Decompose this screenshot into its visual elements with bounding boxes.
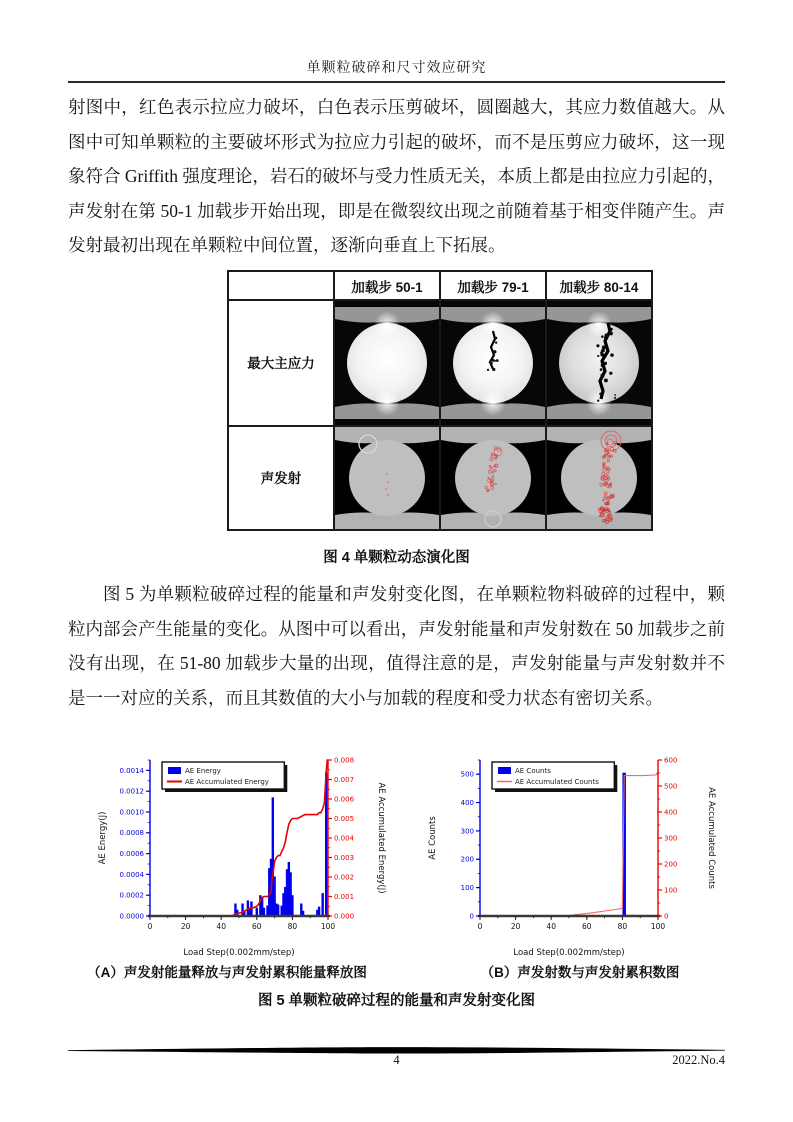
ae-image-svg-1 <box>335 427 439 529</box>
ae-image-step50 <box>334 426 440 530</box>
figure4-col-header-3: 加载步 80-14 <box>546 271 652 300</box>
ae-counts-chart <box>424 752 716 962</box>
figure4-row-label-stress: 最大主应力 <box>228 300 334 426</box>
figure4-table <box>227 270 653 531</box>
footer-issue-label: 2022.No.4 <box>672 1053 725 1067</box>
svg-text:600: 600 <box>664 756 678 765</box>
svg-text:AE Accumulated Counts: AE Accumulated Counts <box>706 787 716 889</box>
svg-text:0.0004: 0.0004 <box>119 870 144 879</box>
svg-text:AE Accumulated Energy: AE Accumulated Energy <box>185 778 269 786</box>
svg-text:300: 300 <box>460 827 474 836</box>
svg-text:0.008: 0.008 <box>334 756 355 765</box>
svg-text:0.001: 0.001 <box>334 892 355 901</box>
svg-text:60: 60 <box>252 922 262 931</box>
svg-text:0.003: 0.003 <box>334 853 355 862</box>
figure4-header-row <box>228 271 652 300</box>
svg-text:0: 0 <box>477 922 483 931</box>
svg-text:0.0002: 0.0002 <box>119 891 144 900</box>
figure4-ae-row <box>228 426 652 530</box>
svg-text:AE Accumulated Energy(J): AE Accumulated Energy(J) <box>376 782 386 894</box>
svg-text:AE Counts: AE Counts <box>515 767 551 775</box>
svg-text:80: 80 <box>287 922 298 931</box>
ae-energy-chart <box>94 752 386 962</box>
footer-page-number: 4 <box>393 1053 400 1067</box>
svg-text:Load Step(0.002mm/step): Load Step(0.002mm/step) <box>513 948 625 958</box>
svg-text:0.0000: 0.0000 <box>119 912 144 921</box>
svg-text:20: 20 <box>180 922 191 931</box>
figure4-corner-cell <box>228 271 334 300</box>
svg-text:0.0010: 0.0010 <box>119 808 144 817</box>
svg-text:40: 40 <box>546 922 556 931</box>
svg-text:80: 80 <box>617 922 628 931</box>
svg-text:AE Counts: AE Counts <box>428 816 438 860</box>
svg-text:AE Accumulated Counts: AE Accumulated Counts <box>515 778 599 786</box>
header-rule <box>68 81 725 83</box>
svg-text:0.005: 0.005 <box>334 814 355 823</box>
svg-text:0.004: 0.004 <box>334 834 355 843</box>
figure5-caption-b: （B）声发射数与声发射累积数图 <box>480 965 680 980</box>
svg-text:0.000: 0.000 <box>334 912 355 921</box>
paragraph-1: 射图中，红色表示拉应力破坏，白色表示压剪破坏，圆圈越大，其应力数值越大。从图中可知单颗粒的主要破坏形式为拉应力引起的破坏，而不是压剪应力破坏，这一现象符合 Griffith 强度理论，岩石的破坏与受力性质无关，本质上都是由拉应力引起的，声发射在第 50-1 加载步开始出现，即是在微裂纹出现之前随着基于相变伴随产生。声发射最初出现在单颗粒中间位置，逐渐向垂直上下拓展。 <box>68 97 725 256</box>
figure5-caption-a: （A）声发射能量释放与声发射累积能量释放图 <box>87 965 367 980</box>
ae-image-svg-2 <box>441 427 545 529</box>
svg-text:500: 500 <box>460 770 474 779</box>
ae-image-step79 <box>440 426 546 530</box>
svg-text:100: 100 <box>320 922 336 931</box>
svg-text:40: 40 <box>216 922 226 931</box>
svg-text:0.006: 0.006 <box>334 795 355 804</box>
svg-text:100: 100 <box>460 884 474 893</box>
stress-image-step79 <box>440 300 546 426</box>
svg-text:0.0014: 0.0014 <box>119 766 144 775</box>
svg-text:0: 0 <box>664 912 669 921</box>
svg-text:400: 400 <box>664 808 678 817</box>
page-header-title: 单颗粒破碎和尺寸效应研究 <box>306 61 487 76</box>
svg-text:20: 20 <box>510 922 521 931</box>
figure4-col-header-2: 加载步 79-1 <box>440 271 546 300</box>
figure4-row-label-ae: 声发射 <box>228 426 334 530</box>
svg-text:0.002: 0.002 <box>334 873 355 882</box>
svg-text:500: 500 <box>664 782 678 791</box>
svg-text:0.0012: 0.0012 <box>119 787 144 796</box>
stress-image-svg-1 <box>335 301 439 425</box>
ae-image-step80 <box>546 426 652 530</box>
svg-text:400: 400 <box>460 798 474 807</box>
svg-text:Load Step(0.002mm/step): Load Step(0.002mm/step) <box>183 948 295 958</box>
svg-text:0: 0 <box>147 922 153 931</box>
svg-text:300: 300 <box>664 834 678 843</box>
svg-text:60: 60 <box>582 922 592 931</box>
svg-text:0.0008: 0.0008 <box>119 829 144 838</box>
stress-image-svg-2 <box>441 301 545 425</box>
stress-image-svg-3 <box>547 301 651 425</box>
stress-image-step50 <box>334 300 440 426</box>
paragraph-2: 图 5 为单颗粒破碎过程的能量和声发射变化图，在单颗粒物料破碎的过程中，颗粒内部会产生能量的变化。从图中可以看出，声发射能量和声发射数在 50 加载步之前没有出现，在 51-80 加载步大量的出现，值得注意的是，声发射能量与声发射数并不是一一对应的关系，而且其数值的大小与加载的程度和受力状态有密切关系。 <box>68 584 725 708</box>
figure4-caption: 图 4 单颗粒动态演化图 <box>323 550 470 566</box>
svg-text:0: 0 <box>469 912 474 921</box>
figure5-caption: 图 5 单颗粒破碎过程的能量和声发射变化图 <box>257 993 536 1009</box>
ae-image-svg-3 <box>547 427 651 529</box>
svg-text:200: 200 <box>460 855 474 864</box>
figure4-stress-row <box>228 300 652 426</box>
svg-text:200: 200 <box>664 860 678 869</box>
svg-text:100: 100 <box>664 886 678 895</box>
svg-text:AE Energy(J): AE Energy(J) <box>98 811 108 865</box>
stress-image-step80 <box>546 300 652 426</box>
svg-text:100: 100 <box>650 922 666 931</box>
svg-text:AE Energy: AE Energy <box>185 767 221 775</box>
svg-text:0.0006: 0.0006 <box>119 850 144 858</box>
svg-text:0.007: 0.007 <box>334 775 355 784</box>
figure4-col-header-1: 加载步 50-1 <box>334 271 440 300</box>
